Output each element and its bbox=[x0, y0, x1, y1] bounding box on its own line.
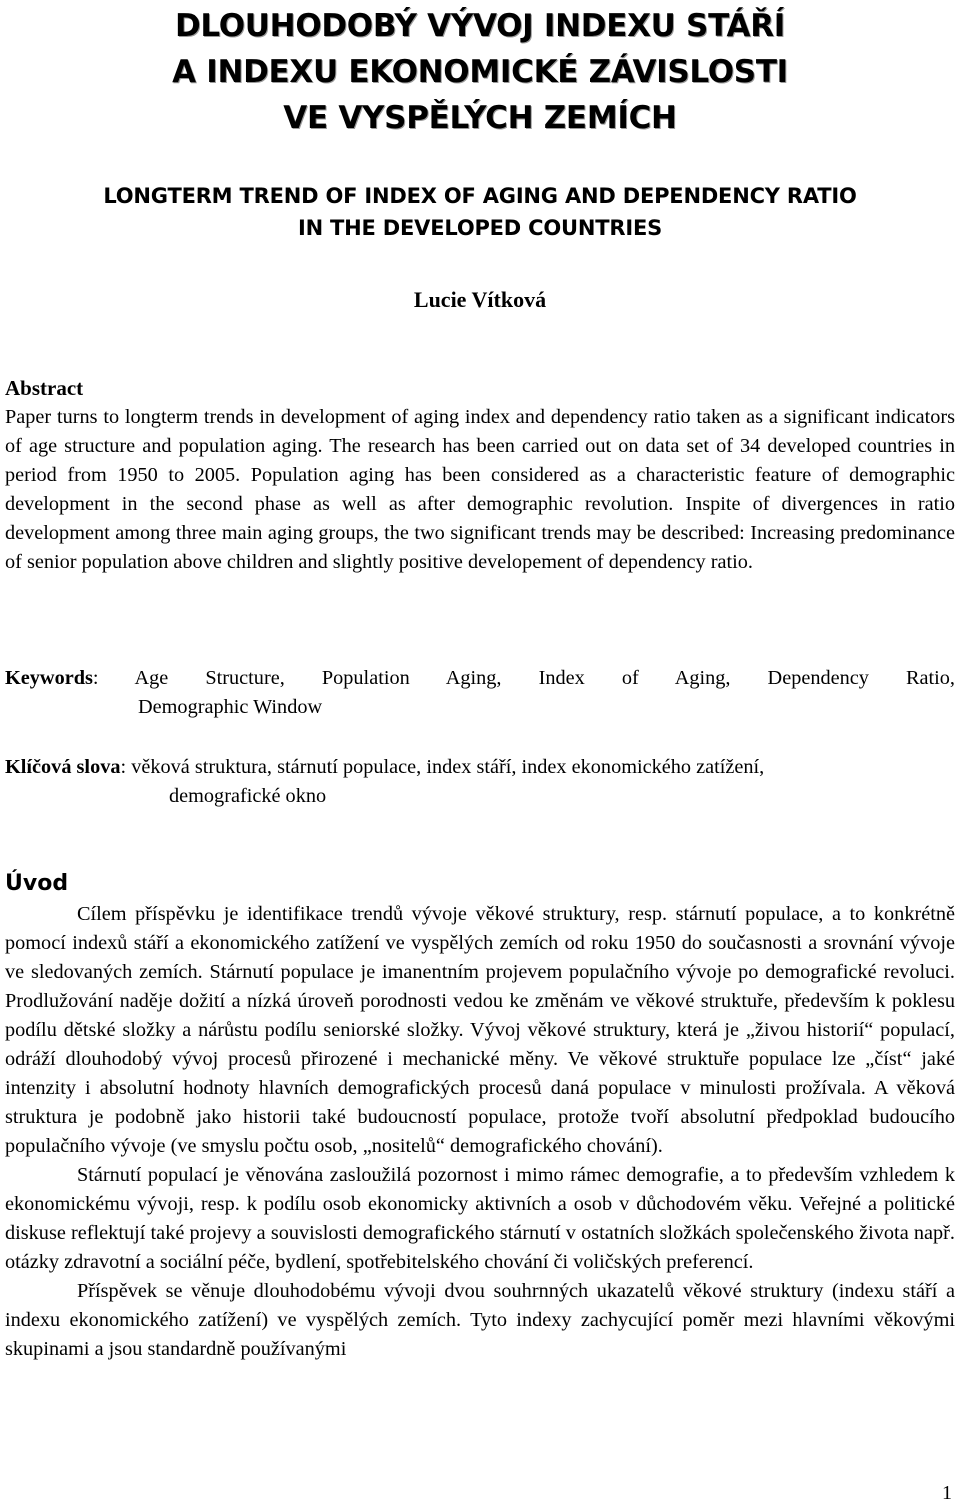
keywords-cz-label: Klíčová slova bbox=[5, 756, 121, 778]
author-name: Lucie Vítková bbox=[413, 287, 547, 312]
abstract-heading: Abstract bbox=[5, 376, 84, 400]
keywords-list-2: Demographic Window bbox=[138, 696, 323, 718]
keywords-cz-list-2: demografické okno bbox=[169, 785, 327, 807]
intro-heading: Úvod bbox=[5, 871, 69, 896]
title-line-3: VE VYSPĚLÝCH ZEMÍCH bbox=[283, 100, 677, 136]
intro-paragraph-3: Příspěvek se věnuje dlouhodobému vývoji dvou souhrnných ukazatelů věkové struktury (indexu stáří a indexu ekonomického zatížení) ve vyspělých zemích. Tyto indexy zachycující poměr mezi hlavními věkovými skupinami a jsou standardně používanými bbox=[5, 1280, 955, 1360]
keywords-cz-line-1 bbox=[5, 753, 955, 782]
keywords-line-1 bbox=[5, 664, 955, 693]
intro-paragraph-2: Stárnutí populací je věnována zasloužilá pozornost i mimo rámec demografie, a to především vzhledem k ekonomickému vývoji, resp. k podílu osob ekonomicky aktivních a osob v důchodovém věku. Veřejné a politické diskuse reflektují také projevy a souvislosti demografického stárnutí v ostatních složkách společenského života např. otázky zdravotní a sociální péče, bydlení, spotřebitelského chování či voličských preferencí. bbox=[5, 1164, 955, 1273]
keywords-cz bbox=[5, 753, 955, 811]
english-title bbox=[0, 180, 960, 244]
keywords-list-1: : Age Structure, Population Aging, Index of Aging, Dependency Ratio, bbox=[92, 667, 955, 689]
intro-section bbox=[5, 868, 955, 1364]
keywords-en bbox=[5, 664, 955, 722]
document-title bbox=[0, 3, 960, 141]
subtitle-line-2: IN THE DEVELOPED COUNTRIES bbox=[297, 216, 663, 240]
page-number: 1 bbox=[942, 1482, 952, 1504]
abstract-text: Paper turns to longterm trends in development of aging index and dependency ratio taken as a significant indicators of age structure and population aging. The research has been carried out on data set of 34 developed countries in period from 1950 to 2005. Population aging has been considered as a characteristic feature of demographic development in the second phase as well as after demographic revolution. Inspite of divergences in ratio development among three main aging groups, the two significant trends may be described: Increasing predominance of senior population above children and slightly positive developement of dependency ratio. bbox=[5, 406, 955, 573]
title-line-1: DLOUHODOBÝ VÝVOJ INDEXU STÁŘÍ bbox=[174, 8, 786, 44]
abstract-section bbox=[5, 373, 955, 577]
subtitle-line-1: LONGTERM TREND OF INDEX OF AGING AND DEPENDENCY RATIO bbox=[103, 184, 857, 208]
title-line-2: A INDEXU EKONOMICKÉ ZÁVISLOSTI bbox=[172, 54, 788, 90]
keywords-cz-list-1: : věková struktura, stárnutí populace, index stáří, index ekonomického zatížení, bbox=[120, 756, 765, 778]
keywords-label: Keywords bbox=[5, 667, 93, 689]
intro-paragraph-1: Cílem příspěvku je identifikace trendů vývoje věkové struktury, resp. stárnutí populace, a to konkrétně pomocí indexů stáří a ekonomického zatížení ve vyspělých zemích od roku 1950 do současnosti a srovnání vývoje ve sledovaných zemích. Stárnutí populace je imanentním projevem populačního vývoje po demografické revoluci. Prodlužování naděje dožití a nízká úroveň porodnosti vedou ke změnám ve věkové struktuře, především k poklesu podílu dětské složky a nárůstu podílu seniorské složky. Vývoj věkové struktury, která je „živou historií“ populací, odráží dlouhodobý vývoj procesů přirozené i mechanické měny. Ve věkové struktuře populace lze „číst“ jaké intenzity i absolutní hodnoty hlavních demografických procesů daná populace v minulosti prožívala. A věková struktura je podobně jako historii také budoucností populace, protože tvoří absolutní předpoklad budoucího populačního vývoje (ve smyslu počtu osob, „nositelů“ demografického chování). bbox=[5, 903, 955, 1157]
